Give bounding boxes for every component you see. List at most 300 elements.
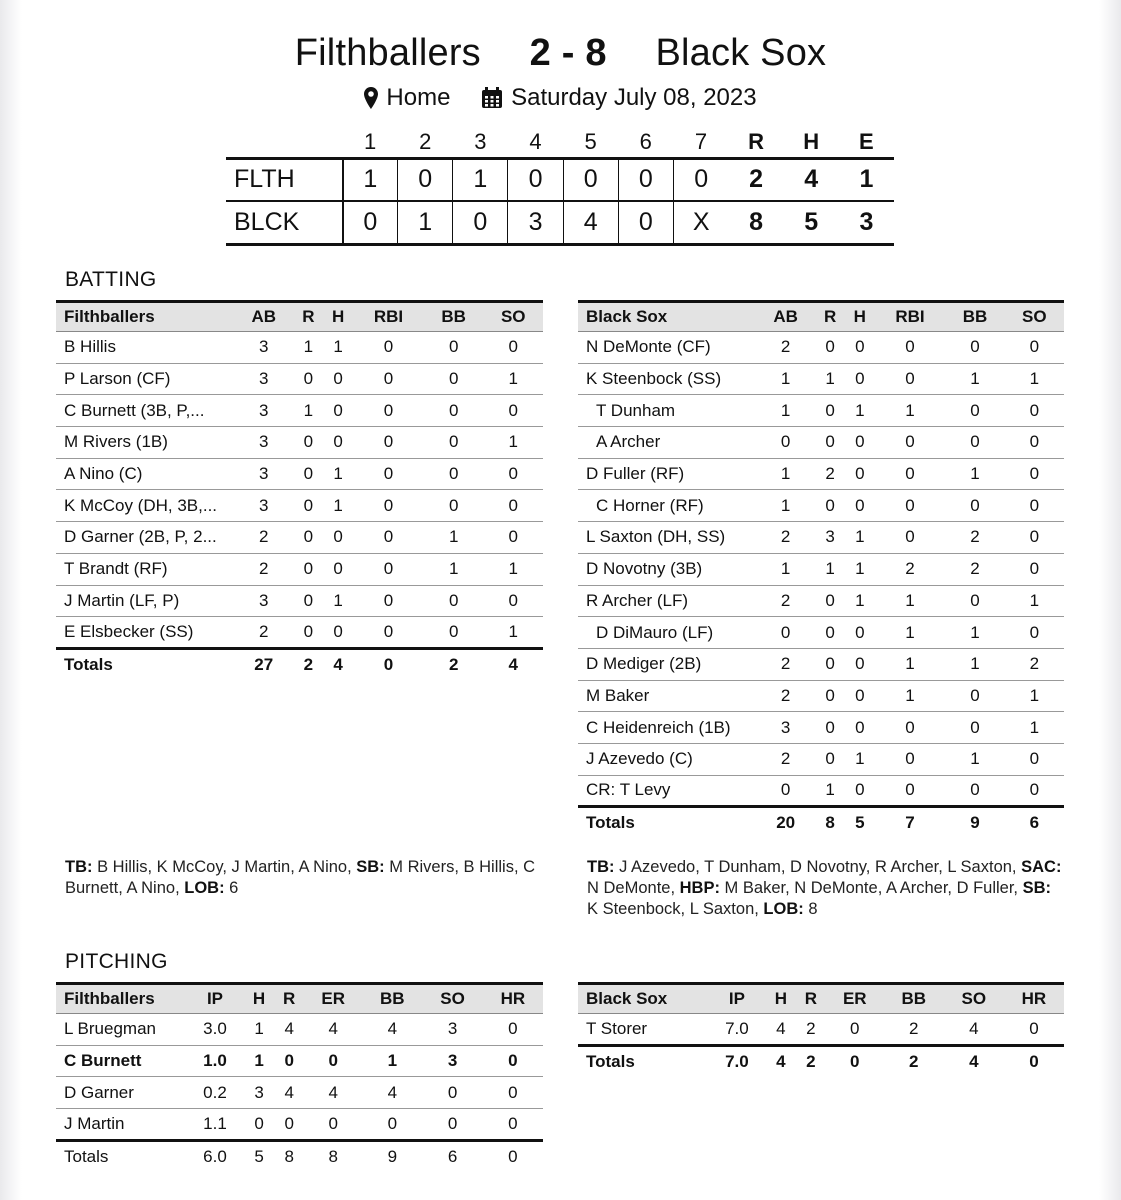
player-row — [56, 458, 543, 490]
player-row — [578, 743, 1064, 775]
player-name: M Baker — [586, 685, 650, 705]
stat-cell: 1 — [780, 369, 791, 389]
stat-cell: 0 — [303, 369, 314, 389]
stat-cell: 0 — [780, 432, 791, 452]
stat-cell: 0 — [970, 780, 980, 800]
stat-cell: 0 — [825, 685, 835, 705]
totals-cell: 5 — [855, 813, 865, 833]
note-text: K Steenbock, L Saxton, — [587, 900, 764, 918]
batting-table-away — [578, 300, 1064, 839]
totals-cell: 2 — [908, 1051, 919, 1071]
stat-cell: 0 — [383, 495, 394, 515]
stat-cell: 0 — [333, 400, 343, 420]
inning-header: 2 — [419, 129, 432, 155]
stat-cell: 0 — [970, 400, 980, 420]
stat-cell: 3 — [259, 432, 269, 452]
player-row — [56, 427, 543, 459]
totals-cell: 8 — [284, 1146, 294, 1166]
stat-cell: 0 — [825, 495, 835, 515]
stat-column-header: AB — [773, 307, 798, 326]
stat-cell: 0 — [508, 400, 518, 420]
inning-runs: 1 — [398, 201, 453, 244]
stat-cell: 0 — [850, 1018, 860, 1038]
player-name: M Rivers (1B) — [64, 432, 168, 452]
stat-cell: 0 — [855, 654, 865, 674]
stat-cell: 0 — [448, 400, 459, 420]
total-errors: 1 — [859, 165, 874, 194]
final-score: 2 - 8 — [529, 32, 607, 74]
stat-cell: 0 — [508, 1019, 518, 1039]
home-team-name: Filthballers — [294, 32, 481, 74]
totals-cell: 0 — [850, 1051, 860, 1071]
stat-cell: 0 — [1029, 400, 1040, 420]
linescore-table — [226, 128, 894, 246]
totals-label: Totals — [586, 1051, 635, 1071]
stat-column-header: H — [853, 307, 866, 326]
player-name: L Saxton (DH, SS) — [586, 527, 726, 547]
stat-column-header: SO — [1022, 307, 1047, 326]
stat-cell: 0 — [825, 749, 835, 769]
page-edge-right — [1099, 0, 1121, 1200]
stat-column-header: RBI — [373, 307, 404, 326]
stat-cell: 0 — [905, 495, 915, 515]
stat-column-header: R — [804, 989, 818, 1008]
stat-cell: 0 — [905, 432, 915, 452]
player-row — [56, 1077, 543, 1109]
stat-cell: 0 — [448, 432, 459, 452]
stat-cell: 1 — [508, 432, 518, 452]
stat-cell: 0 — [905, 717, 915, 737]
page-edge-left — [0, 0, 22, 1200]
stat-cell: 0 — [905, 749, 915, 769]
player-row — [56, 617, 543, 649]
player-name: D Garner (2B, P, 2... — [64, 527, 217, 547]
pitching-table-away — [578, 982, 1064, 1077]
note-label: HBP: — [679, 879, 720, 897]
stat-cell: 0 — [447, 1082, 458, 1102]
stat-cell: 0 — [970, 717, 980, 737]
totals-cell: 6 — [1029, 813, 1040, 833]
stat-cell: 0 — [508, 527, 518, 547]
player-name: C Burnett (3B, P,... — [64, 400, 205, 420]
stat-header-row — [578, 984, 1064, 1014]
stat-cell: 2 — [1029, 654, 1040, 674]
location-text: Home — [386, 84, 451, 111]
player-row — [578, 522, 1064, 554]
stat-cell: 1 — [333, 590, 343, 610]
player-row — [56, 363, 543, 395]
stat-cell: 1 — [448, 527, 459, 547]
stat-cell: 0 — [1029, 780, 1040, 800]
stat-column-header: IP — [728, 989, 745, 1008]
score-line — [0, 30, 1121, 76]
stat-column-header: ER — [842, 989, 867, 1008]
stat-cell: 1 — [780, 464, 791, 484]
batting-notes-away — [587, 857, 1065, 920]
stat-cell: 0 — [855, 685, 865, 705]
totals-cell: 27 — [254, 654, 274, 674]
stat-cell: 0 — [508, 464, 518, 484]
player-row — [56, 585, 543, 617]
stat-cell: 0 — [333, 432, 343, 452]
stat-cell: 3 — [259, 337, 269, 357]
away-team-name: Black Sox — [655, 32, 827, 74]
totals-cell: 4 — [508, 654, 518, 674]
totals-cell: 9 — [970, 813, 980, 833]
inning-header: 4 — [529, 129, 542, 155]
stat-cell: 7.0 — [725, 1018, 749, 1038]
player-row — [578, 490, 1064, 522]
stat-cell: 2 — [970, 527, 980, 547]
stat-cell: 0 — [328, 1113, 338, 1133]
inning-header: 6 — [639, 129, 652, 155]
player-row — [578, 712, 1064, 744]
inning-runs: 0 — [343, 201, 398, 244]
player-name: E Elsbecker (SS) — [64, 622, 194, 642]
player-row — [578, 553, 1064, 585]
linescore-row-home — [226, 158, 894, 201]
total-runs: 8 — [749, 207, 764, 236]
player-name: C Horner (RF) — [596, 495, 704, 515]
player-name: K McCoy (DH, 3B,... — [64, 495, 218, 515]
stat-cell: 2 — [780, 749, 791, 769]
stat-cell: 0 — [383, 369, 394, 389]
stat-cell: 1 — [855, 559, 865, 579]
stat-cell: 1 — [508, 369, 518, 389]
totals-row — [578, 1045, 1064, 1077]
stat-cell: 1 — [508, 559, 518, 579]
stat-cell: 2 — [780, 685, 791, 705]
stat-cell: 0 — [508, 1051, 518, 1071]
player-name: A Archer — [596, 432, 661, 452]
stat-cell: 0 — [383, 400, 394, 420]
stat-cell: 0 — [905, 527, 915, 547]
stat-column-header: ER — [321, 989, 346, 1008]
team-column-header: Black Sox — [586, 989, 668, 1008]
stat-cell: 2 — [259, 622, 269, 642]
stat-cell: 0 — [333, 622, 343, 642]
totals-cell: 6.0 — [203, 1146, 227, 1166]
stat-cell: 0 — [905, 464, 915, 484]
stat-cell: 1 — [254, 1051, 264, 1071]
stat-cell: 0 — [1029, 432, 1040, 452]
stat-cell: 0 — [1029, 749, 1040, 769]
stat-cell: 0 — [328, 1051, 338, 1071]
totals-cell: 9 — [387, 1146, 398, 1166]
stat-cell: 1 — [254, 1019, 264, 1039]
stat-cell: 0 — [508, 1082, 518, 1102]
stat-cell: 0 — [905, 337, 915, 357]
stat-cell: 1 — [905, 400, 915, 420]
totals-cell: 5 — [254, 1146, 264, 1166]
player-row — [578, 395, 1064, 427]
stat-column-header: H — [331, 307, 345, 326]
stat-cell: 3 — [254, 1082, 264, 1102]
note-label: TB: — [65, 858, 93, 876]
team-column-header: Filthballers — [64, 989, 155, 1008]
stat-cell: 0 — [254, 1113, 264, 1133]
stat-column-header: R — [283, 989, 296, 1008]
player-name: D Mediger (2B) — [586, 654, 702, 674]
stat-cell: 4 — [387, 1082, 398, 1102]
stat-cell: 0 — [448, 369, 459, 389]
note-label: SAC: — [1021, 858, 1062, 876]
stat-cell: 0 — [825, 717, 835, 737]
inning-runs: 0 — [618, 201, 673, 244]
note-label: LOB: — [184, 879, 225, 897]
stat-column-header: AB — [251, 307, 277, 326]
stat-cell: 0 — [825, 432, 835, 452]
stat-cell: 0 — [448, 622, 459, 642]
stat-cell: 1 — [1029, 717, 1040, 737]
stat-cell: 3 — [447, 1019, 458, 1039]
totals-cell: 0 — [383, 654, 394, 674]
stat-column-header: R — [302, 307, 315, 326]
game-meta — [0, 82, 1121, 118]
note-text: N DeMonte, — [587, 879, 680, 897]
stat-cell: 0 — [970, 337, 980, 357]
linescore-row-away — [226, 201, 894, 244]
inning-runs: 1 — [453, 158, 508, 201]
total-hits: 5 — [804, 207, 819, 236]
stat-cell: 0 — [855, 717, 865, 737]
totals-cell: 4 — [969, 1051, 979, 1071]
team-abbr: FLTH — [234, 165, 295, 194]
location — [364, 82, 450, 114]
stat-cell: 1.1 — [203, 1113, 227, 1133]
stat-cell: 0 — [970, 495, 980, 515]
stat-cell: 2 — [908, 1018, 919, 1038]
stat-cell: 1 — [855, 590, 865, 610]
stat-cell: 0 — [333, 559, 343, 579]
note-text: 8 — [803, 900, 818, 918]
stat-cell: 4 — [328, 1019, 338, 1039]
player-name: K Steenbock (SS) — [586, 369, 722, 389]
stat-cell: 2 — [780, 654, 791, 674]
stat-cell: 2 — [905, 559, 915, 579]
stat-cell: 3 — [259, 464, 269, 484]
player-row — [56, 1045, 543, 1077]
player-name: CR: T Levy — [586, 780, 671, 800]
stat-cell: 2 — [825, 464, 835, 484]
stat-cell: 0 — [508, 495, 518, 515]
errors-header: E — [859, 129, 874, 155]
team-column-header: Filthballers — [64, 307, 155, 326]
stat-column-header: RBI — [895, 307, 925, 326]
totals-cell: 2 — [303, 654, 314, 674]
stat-cell: 1 — [970, 654, 980, 674]
stat-cell: 0 — [825, 654, 835, 674]
player-row — [578, 617, 1064, 649]
stat-cell: 1 — [905, 622, 915, 642]
stat-cell: 1 — [855, 749, 865, 769]
batting-table-home — [56, 300, 543, 680]
player-name: T Storer — [586, 1018, 648, 1038]
stat-column-header: SO — [440, 989, 465, 1008]
totals-row — [578, 807, 1064, 839]
stat-cell: 2 — [780, 527, 791, 547]
note-text: M Rivers, B Hillis, C Burnett, A Nino, — [65, 858, 536, 897]
stat-cell: 1 — [825, 369, 835, 389]
stat-cell: 0 — [508, 590, 518, 610]
stat-cell: 0.2 — [203, 1082, 227, 1102]
date-text: Saturday July 08, 2023 — [511, 84, 757, 111]
stat-cell: 0 — [284, 1113, 294, 1133]
player-name: T Dunham — [596, 400, 676, 420]
player-row — [578, 458, 1064, 490]
player-row — [56, 522, 543, 554]
player-row — [578, 332, 1064, 364]
stat-cell: 2 — [259, 559, 269, 579]
player-row — [56, 1014, 543, 1046]
stat-header-row — [56, 302, 543, 332]
totals-cell: 7 — [905, 813, 915, 833]
stat-cell: 1 — [780, 400, 791, 420]
stat-cell: 0 — [1029, 464, 1040, 484]
hits-header: H — [803, 129, 820, 155]
stat-cell: 0 — [448, 337, 459, 357]
player-row — [578, 648, 1064, 680]
player-row — [56, 490, 543, 522]
stat-cell: 0 — [905, 780, 915, 800]
stat-cell: 3 — [447, 1051, 458, 1071]
player-name: T Brandt (RF) — [64, 559, 168, 579]
stat-column-header: BB — [380, 989, 405, 1008]
player-row — [578, 775, 1064, 807]
stat-cell: 0 — [383, 464, 394, 484]
stat-cell: 1 — [825, 559, 835, 579]
stat-cell: 1 — [780, 495, 791, 515]
stat-cell: 1 — [508, 622, 518, 642]
inning-header: 3 — [474, 129, 487, 155]
stat-cell: 1 — [303, 337, 314, 357]
inning-runs: 0 — [398, 158, 453, 201]
stat-cell: 4 — [284, 1082, 294, 1102]
total-runs: 2 — [749, 165, 764, 194]
stat-cell: 0 — [448, 590, 459, 610]
stat-cell: 0 — [303, 622, 314, 642]
stat-cell: 1 — [905, 590, 915, 610]
stat-cell: 1 — [905, 654, 915, 674]
totals-cell: 20 — [776, 813, 796, 833]
stat-cell: 1 — [333, 495, 343, 515]
stat-cell: 0 — [333, 527, 343, 547]
stat-cell: 0 — [387, 1113, 398, 1133]
player-row — [56, 1109, 543, 1141]
stat-cell: 2 — [780, 337, 791, 357]
stat-column-header: IP — [206, 989, 224, 1008]
stat-cell: 0 — [970, 590, 980, 610]
stat-column-header: BB — [441, 307, 466, 326]
player-name: A Nino (C) — [64, 464, 143, 484]
stat-cell: 3 — [825, 527, 835, 547]
note-label: SB: — [356, 858, 385, 876]
stat-cell: 1 — [825, 780, 835, 800]
totals-row — [56, 1140, 543, 1172]
stat-cell: 1 — [333, 464, 343, 484]
player-row — [578, 427, 1064, 459]
inning-runs: 0 — [618, 158, 673, 201]
note-text: M Baker, N DeMonte, A Archer, D Fuller, — [719, 879, 1023, 897]
stat-column-header: H — [252, 989, 266, 1008]
inning-runs: X — [673, 201, 728, 244]
inning-runs: 1 — [343, 158, 398, 201]
stat-cell: 0 — [447, 1113, 458, 1133]
totals-cell: 0 — [508, 1146, 518, 1166]
stat-cell: 1 — [333, 337, 343, 357]
stat-cell: 1 — [448, 559, 459, 579]
calendar-icon — [481, 87, 503, 109]
totals-cell: 0 — [1029, 1051, 1039, 1071]
stat-cell: 2 — [970, 559, 980, 579]
stat-column-header: SO — [961, 989, 987, 1008]
pitching-table-home — [56, 982, 543, 1172]
stat-cell: 3 — [780, 717, 791, 737]
totals-cell: 8 — [328, 1146, 338, 1166]
stat-cell: 1 — [1029, 685, 1040, 705]
player-name: N DeMonte (CF) — [586, 337, 711, 357]
player-row — [578, 680, 1064, 712]
stat-cell: 0 — [333, 369, 343, 389]
stat-cell: 0 — [780, 622, 791, 642]
player-row — [56, 395, 543, 427]
player-name: C Burnett — [64, 1051, 142, 1071]
stat-cell: 0 — [1029, 495, 1040, 515]
stat-column-header: H — [774, 989, 787, 1008]
stat-cell: 0 — [383, 622, 394, 642]
player-name: J Azevedo (C) — [586, 749, 693, 769]
stat-column-header: HR — [1021, 989, 1047, 1008]
stat-cell: 0 — [303, 590, 314, 610]
note-label: SB: — [1022, 879, 1052, 897]
stat-cell: 1 — [970, 749, 980, 769]
stat-cell: 2 — [259, 527, 269, 547]
stat-cell: 1 — [1029, 369, 1040, 389]
date — [481, 82, 757, 114]
totals-cell: 7.0 — [725, 1051, 749, 1071]
note-label: TB: — [587, 858, 615, 876]
stat-cell: 2 — [806, 1018, 816, 1038]
totals-label: Totals — [64, 1146, 109, 1166]
inning-header: 1 — [363, 129, 377, 155]
totals-label: Totals — [64, 654, 113, 674]
totals-cell: 4 — [776, 1051, 786, 1071]
stat-cell: 4 — [387, 1019, 398, 1039]
stat-cell: 0 — [970, 685, 980, 705]
player-name: B Hillis — [64, 337, 116, 357]
player-name: R Archer (LF) — [586, 590, 689, 610]
stat-cell: 1 — [1029, 590, 1040, 610]
map-pin-icon — [364, 87, 378, 109]
stat-cell: 0 — [383, 559, 394, 579]
totals-cell: 2 — [448, 654, 459, 674]
stat-cell: 4 — [328, 1082, 338, 1102]
total-errors: 3 — [859, 207, 874, 236]
game-header — [0, 30, 1121, 118]
inning-header: 7 — [694, 129, 708, 155]
player-name: J Martin — [64, 1113, 125, 1133]
inning-runs: 0 — [563, 158, 618, 201]
stat-cell: 0 — [855, 337, 865, 357]
note-text: J Azevedo, T Dunham, D Novotny, R Archer, L Saxton, — [614, 858, 1022, 876]
stat-cell: 0 — [303, 559, 314, 579]
inning-runs: 0 — [453, 201, 508, 244]
stat-cell: 1 — [855, 527, 865, 547]
stat-cell: 1 — [970, 369, 980, 389]
stat-cell: 0 — [825, 337, 835, 357]
team-column-header: Black Sox — [586, 307, 668, 326]
stat-cell: 0 — [508, 337, 518, 357]
